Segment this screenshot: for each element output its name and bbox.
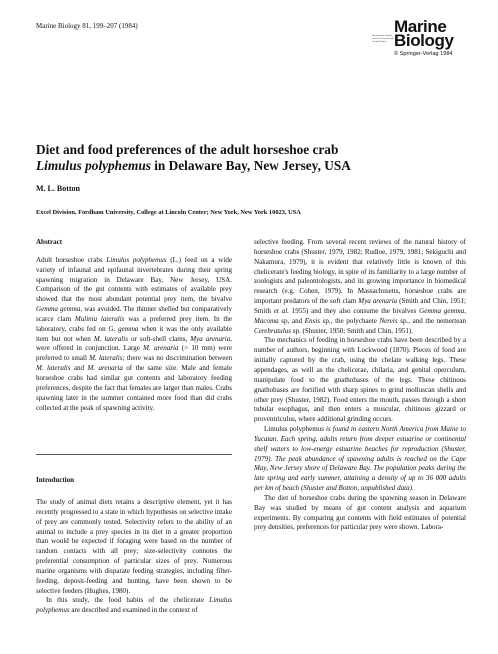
text-run: Limulus polyphemus [264,425,324,434]
copyright-line: © Springer-Verlag 1984 [394,51,453,57]
italic-term: Gemma gemma, Macoma [254,306,467,325]
text-run: In this study, the food habits of the chelicerate [46,596,210,605]
right-paragraph-3 [254,425,466,494]
text-run: was avoided. The thinner shelled but comparatively scarce clam [36,305,233,323]
text-run: Adult horseshoe crabs [36,255,107,264]
text-run: when it was the only available item but not when [36,324,232,343]
italic-term: Mulinia lateralis [74,314,125,323]
italic-term: Limulus polyphemus [36,596,232,615]
right-paragraph-1 [254,238,466,336]
right-paragraph-2: The mechanics of feeding in horseshoe crabs have been described by a number of authors, beginning with Lockwood (1870). Pieces of food are initially captured by the crab, using the chelate walking legs. These appendages, as well as the chelicerae, chilaria, and genital operculum, manipulate food to the gnathobases of the legs. These chitinous gnathobases are fortified with sharp spines to grind molluscan shells and other prey (Shuster, 1982). Food enters the mouth, passes through a short tubular esophagus, and then enters a muscular, chitinous gizzard or proventriculus, where additional grinding occurs. [254,336,466,424]
author-affiliation: Excel Division, Fordham University, College at Lincoln Center; New York, New York 10023, USA [36,209,301,216]
logo-word-marine: Marine [394,17,447,36]
text-run: sp, and [278,316,305,325]
text-run: 1955) and they also consume the bivalves [288,306,420,315]
italic-term: Ensis [304,316,321,325]
title-species: Limulus polyphemus [36,157,151,173]
journal-citation: Marine Biology 81, 199–207 (1984) [36,22,138,30]
italic-term: Cerebratulus [254,326,291,335]
right-column [254,238,466,533]
right-paragraph-4: The diet of horseshoe crabs during the spawning season in Delaware Bay was studied by means of gut content analysis and aquarium experiments. By comparing gut contents with field estimates of potential prey densities, preferences for particular prey were shown. Labora- [254,493,466,532]
italic-term: M. arenaria [143,344,179,353]
logo-small-text: International Journal on Life in Oceans and Coastal Waters [372,34,394,43]
italic-term: Mya arenaria [358,297,398,306]
text-run: there was no discrimination between [124,354,232,363]
italic-term: M. lateralis [93,334,128,343]
italic-term: Limulus polyphemus [106,255,167,264]
italic-term: et al. [273,306,289,315]
text-run: (Smith and Chin, 1951; Smith [254,297,466,315]
article-title [36,142,466,173]
title-line-2-rest: in Delaware Bay, New Jersey, USA [150,157,351,173]
title-line-2 [36,158,466,174]
journal-logo [372,17,464,57]
italic-term: Mya arenaria, [190,334,232,343]
text-run: and [70,364,88,373]
italic-term: Nereis [379,316,398,325]
text-run: selective feeding. From several recent reviews of the natural history of horseshoe crabs (Shuster, 1979, 1982; Rudloe, 1979, 1981; Sekiguchi and Nakamura, 1979), it is evident that relatively little is known of this chelicerate's feeding biology, in spite of its familiarity to a large number of zoologists and paleontologists, and its growing importance in biomedical research (e.g. Cohen, 1979). In Massachusetts, horseshoe crabs are important predators of the soft clam [254,238,466,306]
italic-term: M. lateralis [36,364,71,373]
text-run: are described and examined in the context of [69,606,198,615]
abstract-paragraph [36,256,232,414]
text-run: sp. (Shuster, 1950; Smith and Chin, 1951). [290,326,413,335]
text-run: was a preferred prey item. In the laboratory, crabs fed on [36,314,232,333]
intro-paragraph-1: The study of animal diets retains a descriptive element, yet it has recently progressed to a state in which hypotheses on selective intake of prey are commonly tested. Selectivity refers to the ability of an animal to include a prey species in its diet in a greater proportion than would be expected if foraging were based on the number of random contacts with all prey; size-selectivity connotes the preferential consumption of particular sizes of prey. Numerous marine organisms with disparate feeding strategies, including filter-feeding, deposit-feeding and hunting, have been shown to be selective feeders (Hughes, 1980). [36,498,232,595]
text-run: or soft-shell clams, [127,334,191,343]
logo-wordmark [394,17,454,50]
introduction-section [36,498,232,616]
text-run: (> 10 mm) were preferred to small [36,344,232,363]
intro-paragraph-2 [36,596,232,616]
italic-term: M. arenaria [87,364,123,373]
italic-term: M. lateralis; [89,354,125,363]
text-run: (L.) feed on a wide variety of infaunal and epifaunal invertebrates during their spring spawning migration in Delaware Bay, New Jersey, USA. Comparison of the gut contents with estimates of available prey showed that the most abundant potential prey item, the bivalve [36,255,232,304]
italic-term: G. gemma [108,324,139,333]
abstract-heading: Abstract [36,238,63,246]
italic-term: is found in eastern North America from Maine to Yucatan. Each spring, adults return from deeper estuarine or continental shelf waters to low-energy estuarine beaches for reproduction (Shuster, 1979). The peak abundance of spawning adults is reached on the Cape May, New Jersey shore of Delaware Bay. The population peaks during the late spring and early summer, attaining a density of up to 36 000 adults per km of beach (Shuster and Botton, unpublished data). [254,425,467,493]
title-line-1: Diet and food preferences of the adult horseshoe crab [36,142,339,157]
text-run: sp., and the nemertean [397,316,467,325]
logo-word-biology: Biology [394,31,454,50]
author-name: M. L. Botton [36,184,80,193]
abstract-section [36,238,232,413]
text-run: were offered in conjunction. Large [36,344,144,353]
text-run: of the same size. Male and female horseshoe crabs had similar gut contents and laboratory feeding preferences, despite the fact that females are larger than males. Crabs spawning later in the summer contained more food than did crabs collected at the peak of spawning activity. [36,364,232,412]
text-run: sp., the polychaete [320,316,380,325]
italic-term: Gemma gemma, [36,305,83,314]
introduction-heading: Introduction [36,476,74,484]
section-divider [36,454,232,455]
